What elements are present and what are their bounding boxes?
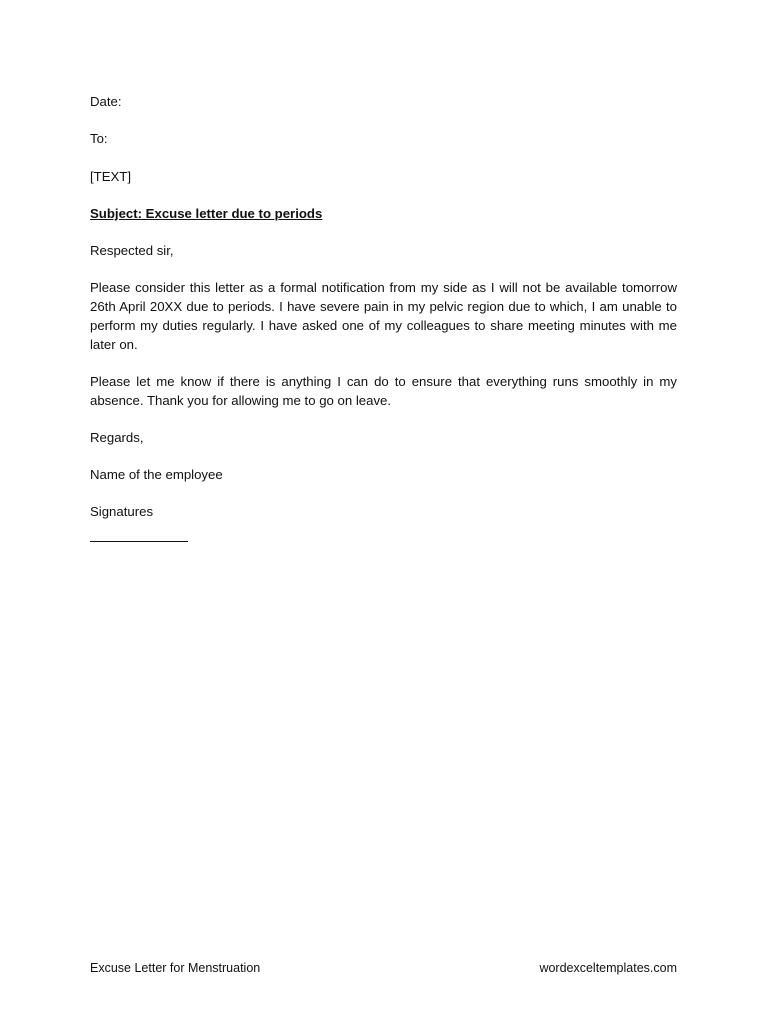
signature-line (90, 541, 188, 542)
signatures-label: Signatures (90, 504, 154, 520)
body-paragraph-1: Please consider this letter as a formal notification from my side as I will not be available tomorrow 26th April 20XX due to periods. I have severe pain in my pelvic region due to which, I am unable to perform my duties regularly. I have asked one of my colleagues to share meeting minutes with me later on. (90, 280, 677, 352)
body-paragraph-2: Please let me know if there is anything I can do to ensure that everything runs smoothly in my absence. Thank you for allowing me to go on leave. (90, 373, 677, 408)
salutation: Respected sir, (90, 243, 174, 259)
to-label: To: (90, 131, 108, 147)
footer-website: wordexceltemplates.com (539, 961, 677, 975)
footer-title: Excuse Letter for Menstruation (90, 961, 261, 975)
employee-name: Name of the employee (90, 467, 223, 483)
page-footer (90, 960, 677, 976)
subject-line: Subject: Excuse letter due to periods (90, 205, 323, 221)
date-label: Date: (90, 94, 122, 109)
letter-body (90, 93, 677, 542)
closing: Regards, (90, 429, 144, 445)
text-placeholder: [TEXT] (90, 168, 132, 184)
